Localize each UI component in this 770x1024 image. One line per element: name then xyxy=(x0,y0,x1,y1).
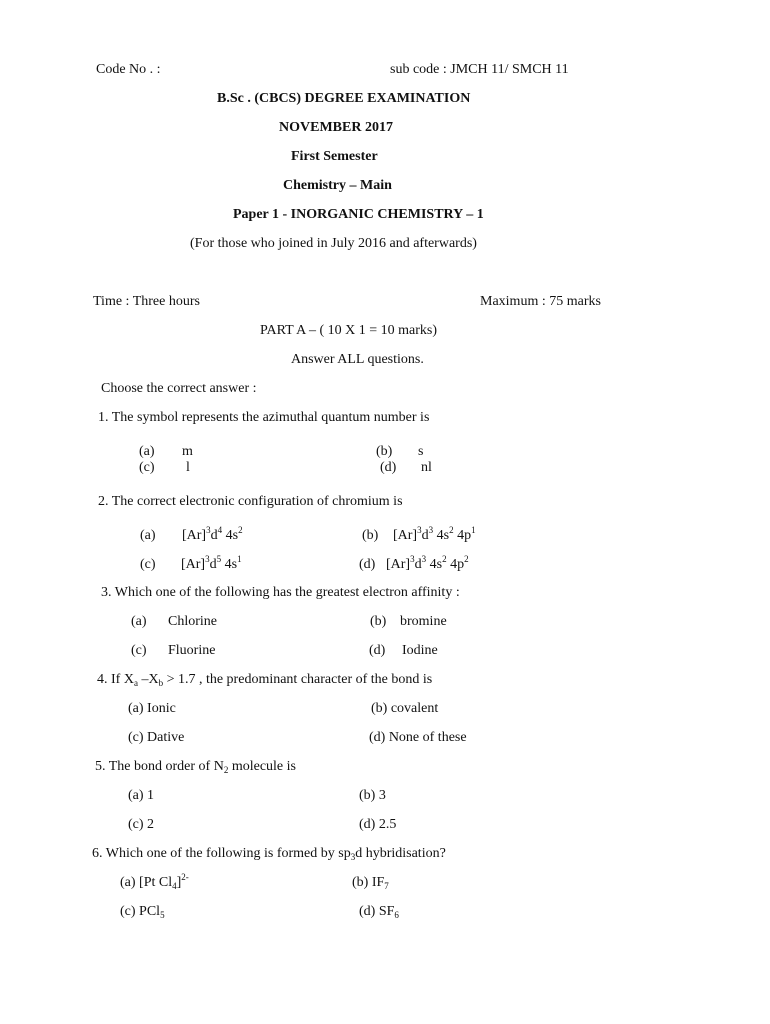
q3-option-c: Fluorine xyxy=(168,643,216,658)
q6-option-b: (b) $IF_7$ xyxy=(352,875,389,891)
q2-option-c: $[Ar]^3d^5$ $4s^1$ xyxy=(181,554,242,572)
q5-option-d: (d) 2.5 xyxy=(359,817,397,832)
q4-option-a: (a) Ionic xyxy=(128,701,176,716)
eligibility-note: (For those who joined in July 2016 and afterwards) xyxy=(190,236,477,251)
semester: First Semester xyxy=(291,149,378,164)
q2-option-a-label: (a) xyxy=(140,528,156,543)
q3-option-c-label: (c) xyxy=(131,643,147,658)
instruction: Answer ALL questions. xyxy=(291,352,424,367)
sub-code: sub code : JMCH 11/ SMCH 11 xyxy=(390,62,569,77)
q3-option-b: bromine xyxy=(400,614,447,629)
q1-option-a-label: (a) xyxy=(139,444,155,459)
q2-option-b: $[Ar]^3d^3$ $4s^2$ $4p^1$ xyxy=(393,525,476,543)
q3-option-d-label: (d) xyxy=(369,643,386,658)
part-heading: PART A – ( 10 X 1 = 10 marks) xyxy=(260,323,438,338)
question-5: 5. The bond order of $N_2$ molecule is xyxy=(95,759,296,775)
question-6: 6. Which one of the following is formed by $sp_3d$ hybridisation? xyxy=(92,846,446,862)
q1-option-c-label: (c) xyxy=(139,460,155,475)
q6-option-d: (d) $SF_6$ xyxy=(359,904,399,920)
time-allowed: Time : Three hours xyxy=(93,294,200,309)
q5-option-a: (a) 1 xyxy=(128,788,155,803)
q5-option-c: (c) 2 xyxy=(128,817,155,832)
degree-title: B.Sc . (CBCS) DEGREE EXAMINATION xyxy=(217,91,471,106)
question-1: 1. The symbol represents the azimuthal quantum number is xyxy=(98,410,430,425)
q4-option-d: (d) None of these xyxy=(369,730,467,745)
q6-option-a: (a) [Pt $Cl_4]^{2-}$ xyxy=(120,872,189,891)
code-number-label: Code No . : xyxy=(96,62,161,77)
q1-option-d-label: (d) xyxy=(380,460,397,475)
q1-option-a: m xyxy=(182,444,193,459)
q1-option-b: s xyxy=(418,444,424,459)
exam-session: NOVEMBER 2017 xyxy=(279,120,393,135)
q4-option-b: (b) covalent xyxy=(371,701,439,716)
q2-option-d: $[Ar]^3d^3$ $4s^2$ $4p^2$ xyxy=(386,554,469,572)
q3-option-a: Chlorine xyxy=(168,614,217,629)
question-3: 3. Which one of the following has the greatest electron affinity : xyxy=(101,585,460,600)
maximum-marks: Maximum : 75 marks xyxy=(480,294,601,309)
q3-option-d: Iodine xyxy=(402,643,438,658)
question-4: 4. If $X_a$ $-X_b > 1.7$ , the predominant character of the bond is xyxy=(97,672,433,688)
q1-option-b-label: (b) xyxy=(376,444,393,459)
q2-option-b-label: (b) xyxy=(362,528,379,543)
q3-option-a-label: (a) xyxy=(131,614,147,629)
question-2: 2. The correct electronic configuration of chromium is xyxy=(98,494,403,509)
q4-option-c: (c) Dative xyxy=(128,730,185,745)
q6-option-c: (c) PCl$_5$ xyxy=(120,904,165,920)
q1-option-d: nl xyxy=(421,460,432,475)
q2-option-c-label: (c) xyxy=(140,557,156,572)
subject: Chemistry – Main xyxy=(283,178,392,193)
q1-option-c: l xyxy=(186,460,190,475)
q3-option-b-label: (b) xyxy=(370,614,387,629)
paper-title: Paper 1 - INORGANIC CHEMISTRY – 1 xyxy=(233,207,484,222)
q2-option-d-label: (d) xyxy=(359,557,376,572)
q5-option-b: (b) 3 xyxy=(359,788,386,803)
q2-option-a: $[Ar]^3d^4$ $4s^2$ xyxy=(182,525,243,543)
choose-instruction: Choose the correct answer : xyxy=(101,381,257,396)
